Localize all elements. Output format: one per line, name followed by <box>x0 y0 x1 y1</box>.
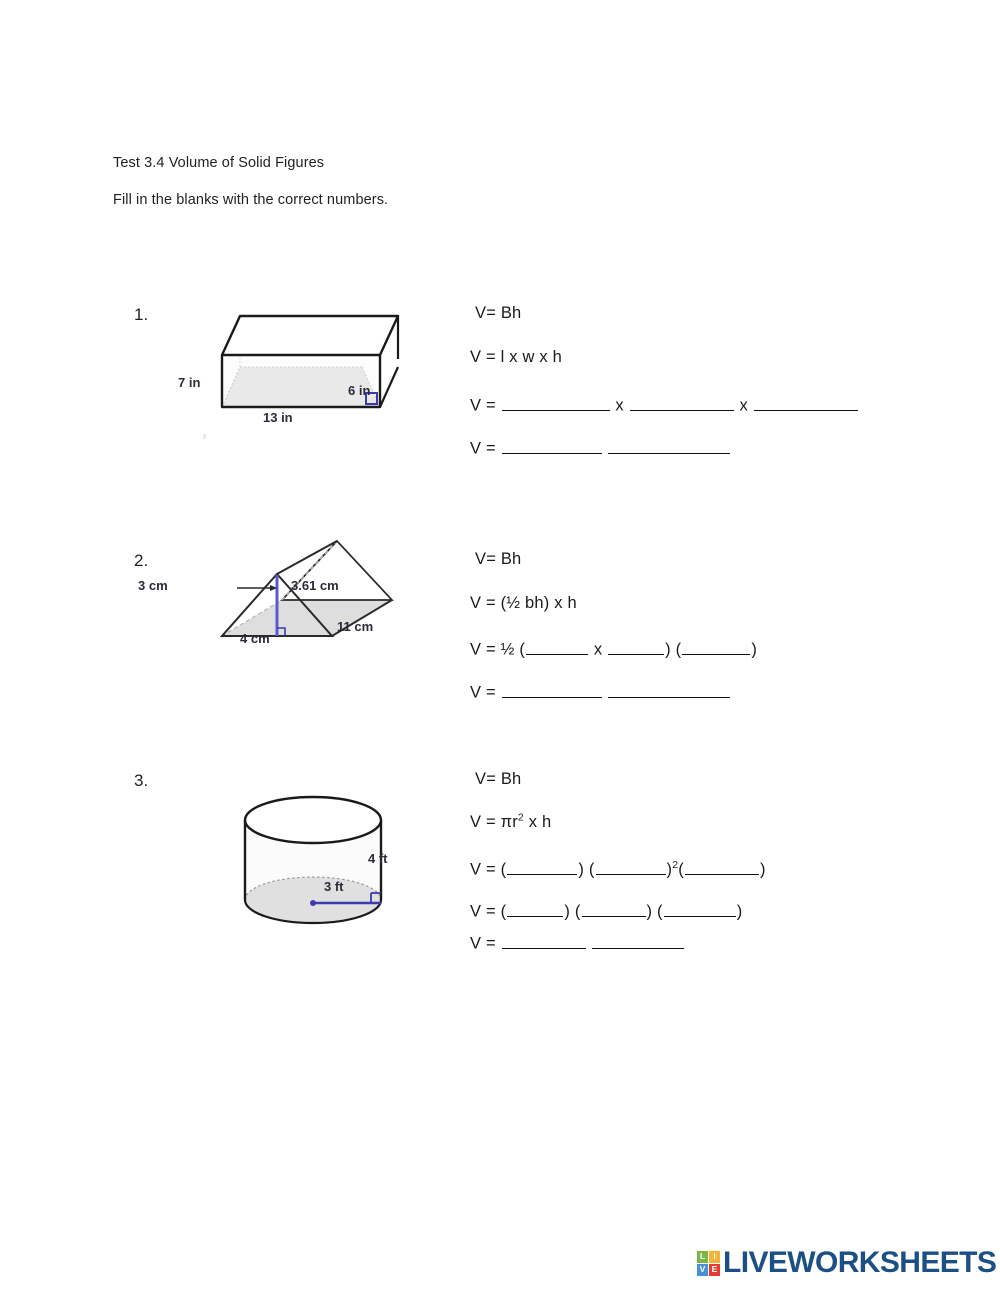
logo-tiles <box>697 1251 720 1276</box>
logo-tile-i: I <box>709 1251 720 1263</box>
answer-blank-width-1[interactable] <box>630 394 734 411</box>
answer-blank-unit-2[interactable] <box>608 681 730 698</box>
answer-blank-pi-3[interactable] <box>507 858 577 875</box>
equation-general-1: V= Bh <box>475 304 522 322</box>
paren-close-3d: ) <box>564 902 571 921</box>
result-prefix-1: V = <box>470 439 496 458</box>
answer-blank-value-1[interactable] <box>502 437 602 454</box>
paren-open-3c: ( <box>678 860 684 879</box>
answer-blank-height-2[interactable] <box>608 638 664 655</box>
substitution-exponent-3: 2 <box>672 859 679 872</box>
logo-tile-e: E <box>709 1264 720 1276</box>
liveworksheets-logo[interactable] <box>697 1248 996 1278</box>
figure-label-length-1: 13 in <box>263 410 293 425</box>
paren-open-3f: ( <box>657 902 663 921</box>
figure-label-width-1: 7 in <box>178 375 201 390</box>
substitution-prefix-1: V = <box>470 396 501 415</box>
answer-blank-height-3[interactable] <box>685 858 759 875</box>
figure-triangular-prism <box>138 528 420 658</box>
scan-artifact <box>203 434 206 439</box>
specific-suffix-3: x h <box>523 813 552 831</box>
figure-cylinder <box>228 795 428 930</box>
answer-blank-height-value-3[interactable] <box>664 900 736 917</box>
answer-blank-pi-value-3[interactable] <box>507 900 563 917</box>
equation-substitution-2 <box>470 638 757 658</box>
paren-close-3e: ) <box>646 902 653 921</box>
equation-specific-1: V = l x w x h <box>470 348 563 366</box>
operator-1b: x <box>739 396 748 415</box>
equation-result-2 <box>470 681 731 701</box>
operator-1a: x <box>615 396 624 415</box>
equation-result-1 <box>470 437 731 457</box>
answer-blank-value-2[interactable] <box>502 681 602 698</box>
paren-close-3f: ) <box>736 902 743 921</box>
answer-blank-value-3[interactable] <box>502 932 586 949</box>
figure-label-height-3: 4 ft <box>368 851 388 866</box>
answer-blank-base-2[interactable] <box>526 638 588 655</box>
paren-open-3b: ( <box>588 860 595 879</box>
equation-general-3: V= Bh <box>475 770 522 788</box>
paren-close-2b: ) <box>751 640 758 659</box>
answer-blank-length-2[interactable] <box>682 638 750 655</box>
equation-substitution-1 <box>470 394 859 414</box>
figure-label-radius-3: 3 ft <box>324 879 344 894</box>
figure-rectangular-prism <box>180 305 410 445</box>
figure-label-triangle-base-2: 4 cm <box>240 631 270 646</box>
equation-specific-3 <box>470 811 552 831</box>
answer-blank-length-1[interactable] <box>502 394 610 411</box>
answer-blank-radius-squared-3[interactable] <box>582 900 646 917</box>
answer-blank-height-1[interactable] <box>754 394 858 411</box>
instructions-text: Fill in the blanks with the correct numbers. <box>113 192 389 208</box>
rectangular-prism-drawing <box>180 305 410 445</box>
answer-blank-radius-3[interactable] <box>596 858 666 875</box>
operator-2: x <box>593 640 603 659</box>
result-prefix-3: V = <box>470 934 496 953</box>
result-prefix-2: V = <box>470 683 496 702</box>
cylinder-drawing <box>228 795 428 930</box>
equation-substitution2-3 <box>470 900 742 920</box>
figure-label-height-1: 6 in <box>348 383 371 398</box>
problem-number-3: 3. <box>134 771 149 790</box>
equation-specific-2: V = (½ bh) x h <box>470 594 577 612</box>
figure-label-triangle-height-2: 3 cm <box>138 578 168 593</box>
answer-blank-unit-1[interactable] <box>608 437 730 454</box>
paren-close-2a: ) <box>665 640 671 659</box>
triangular-prism-drawing <box>200 528 420 658</box>
problem-number-2: 2. <box>134 551 149 570</box>
specific-exponent-3: 2 <box>517 811 524 824</box>
page-title: Test 3.4 Volume of Solid Figures <box>113 155 325 171</box>
substitution-prefix-3: V = ( <box>470 860 507 879</box>
problem-number-1: 1. <box>134 305 149 324</box>
paren-close-3b: ) <box>666 860 673 879</box>
substitution-prefix-2: V = ½ ( <box>470 640 526 659</box>
paren-close-3a: ) <box>578 860 585 879</box>
figure-label-slant-2: 3.61 cm <box>291 578 339 593</box>
answer-blank-unit-3[interactable] <box>592 932 684 949</box>
logo-wordmark: LIVEWORKSHEETS <box>723 1246 997 1279</box>
paren-close-3c: ) <box>759 860 766 879</box>
paren-open-3e: ( <box>574 902 581 921</box>
equation-general-2: V= Bh <box>475 550 522 568</box>
logo-tile-l: L <box>697 1251 708 1263</box>
specific-prefix-3: V = πr <box>470 813 518 831</box>
equation-substitution-3 <box>470 858 766 878</box>
logo-tile-v: V <box>697 1264 708 1276</box>
paren-open-2b: ( <box>675 640 682 659</box>
equation-result-3 <box>470 932 685 952</box>
substitution2-prefix-3: V = ( <box>470 902 507 921</box>
figure-label-prism-length-2: 11 cm <box>337 619 374 634</box>
